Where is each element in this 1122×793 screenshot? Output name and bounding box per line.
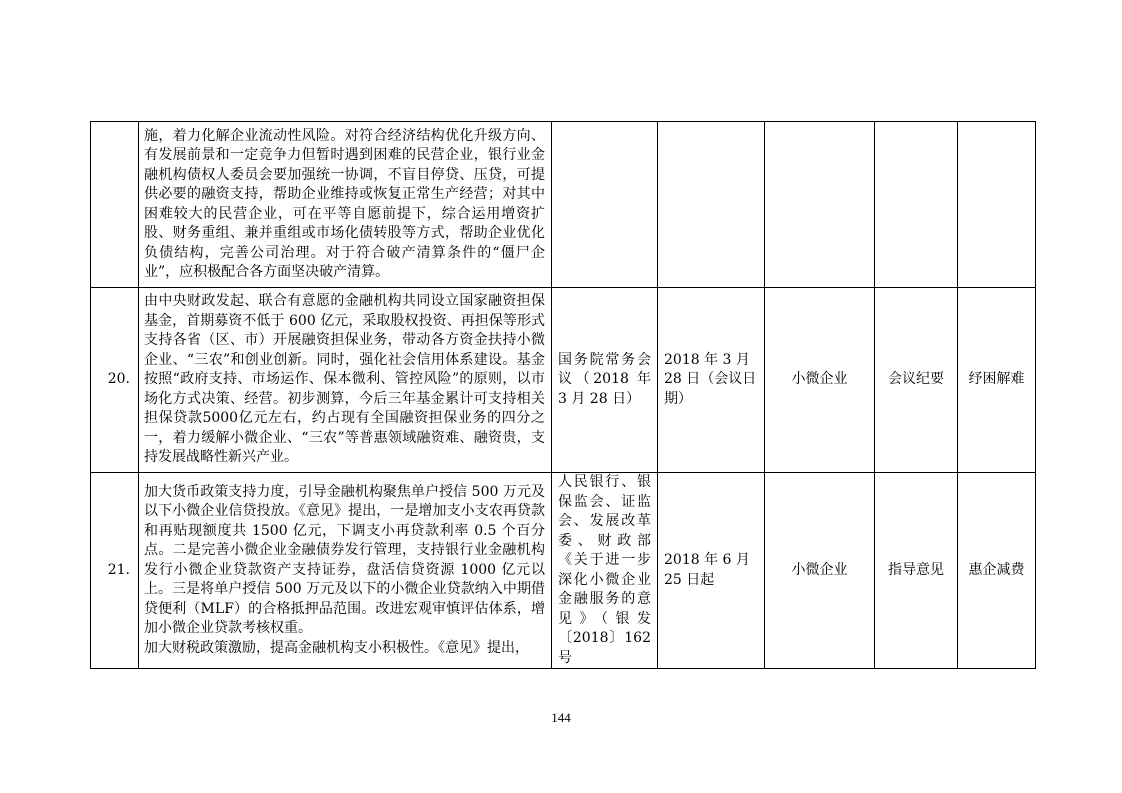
table-row	[91, 122, 1036, 288]
table-row	[91, 288, 1036, 473]
policy-category: 纾困解难	[958, 288, 1036, 473]
policy-content	[139, 473, 552, 669]
page-number: 144	[551, 710, 571, 725]
content-paragraph: 由中央财政发起、联合有意愿的金融机构共同设立国家融资担保基金，首期募资不低于 600 亿元，采取股权投资、再担保等形式支持各省（区、市）开展融资担保业务，带动各方资金扶持小微企业、“三农”和创业创新。同时，强化社会信用体系建设。基金按照“政府支持、市场运作、保本微利、管控风险”的原则，以市场化方式决策、经营。初步测算，今后三年基金累计可支持相关担保贷款5000亿元左右，约占现有全国融资担保业务的四分之一，着力缓解小微企业、“三农”等普惠领域融资难、融资贵，支持发展战略性新兴产业。	[144, 293, 545, 466]
policy-source	[552, 122, 658, 288]
content-paragraph: 加大财税政策激励，提高金融机构支小积极性。《意见》提出，	[144, 639, 529, 656]
target-group: 小微企业	[765, 288, 875, 473]
target-group	[765, 122, 875, 288]
policy-source: 人民银行、银保监会、证监会、发展改革委、财政部《关于进一步深化小微企业金融服务的意见》（银发〔2018〕162 号	[552, 473, 658, 669]
document-type	[875, 122, 958, 288]
policy-content	[139, 122, 552, 288]
policy-table	[90, 121, 1036, 669]
content-paragraph: 施，着力化解企业流动性风险。对符合经济结构优化升级方向、有发展前景和一定竞争力但暂时遇到困难的民营企业，银行业金融机构债权人委员会要加强统一协调，不盲目停贷、压贷，可提供必要的融资支持，帮助企业维持或恢复正常生产经营；对其中困难较大的民营企业，可在平等自愿前提下，综合运用增资扩股、财务重组、兼并重组或市场化债转股等方式，帮助企业优化负债结构，完善公司治理。对于符合破产清算条件的“僵尸企业”，应积极配合各方面坚决破产清算。	[144, 127, 545, 280]
content-paragraph: 加大货币政策支持力度，引导金融机构聚焦单户授信 500 万元及以下小微企业信贷投放。《意见》提出，一是增加支小支农再贷款和再贴现额度共 1500 亿元，下调支小再贷款利率 0.5 个百分点。二是完善小微企业金融债券发行管理，支持银行业金融机构发行小微企业贷款资产支持证券，盘活信贷资源 1000 亿元以上。三是将单户授信 500 万元及以下的小微企业贷款纳入中期借贷便利（MLF）的合格抵押品范围。改进宏观审慎评估体系，增加小微企业贷款考核权重。	[144, 483, 545, 637]
row-number: 21.	[91, 473, 139, 669]
table-row	[91, 473, 1036, 669]
target-group: 小微企业	[765, 473, 875, 669]
policy-category	[958, 122, 1036, 288]
document-type: 指导意见	[875, 473, 958, 669]
row-number	[91, 122, 139, 288]
policy-category: 惠企减费	[958, 473, 1036, 669]
effective-date: 2018 年 3 月 28 日（会议日期）	[658, 288, 765, 473]
effective-date	[658, 122, 765, 288]
document-type: 会议纪要	[875, 288, 958, 473]
row-number: 20.	[91, 288, 139, 473]
effective-date: 2018 年 6 月 25 日起	[658, 473, 765, 669]
policy-source: 国务院常务会议（2018 年 3 月 28 日）	[552, 288, 658, 473]
policy-content	[139, 288, 552, 473]
